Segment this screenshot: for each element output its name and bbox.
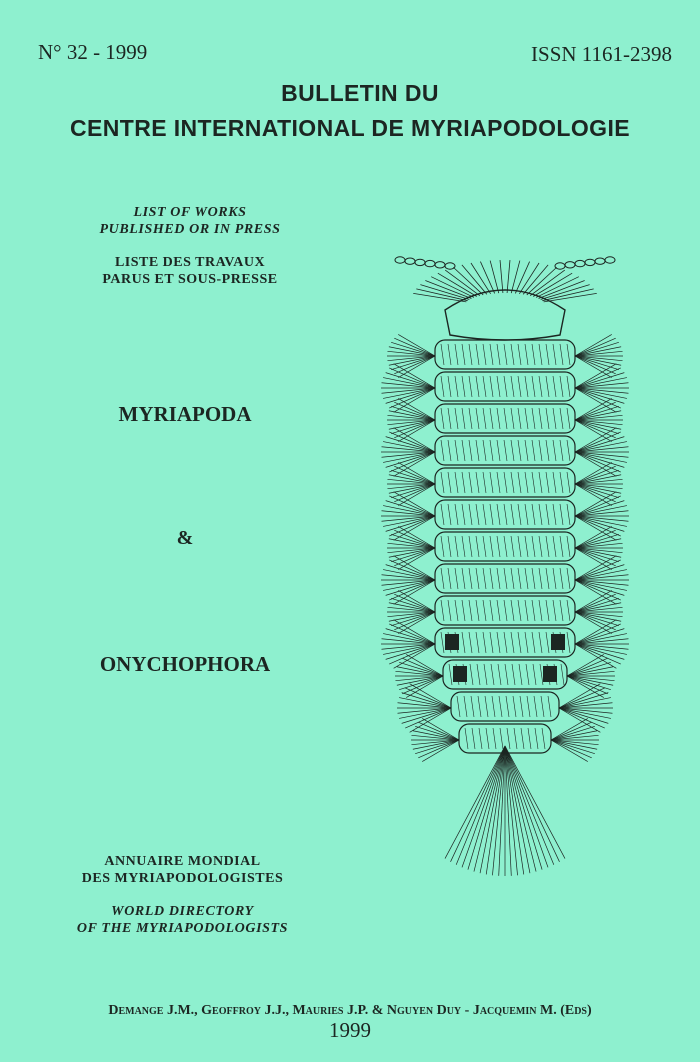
editors-text: Demange J.M., Geoffroy J.J., Mauries J.P. & Nguyen Duy - Jacquemin M. (Eds) — [108, 1003, 592, 1018]
bulletin-title-line2: CENTRE INTERNATIONAL DE MYRIAPODOLOGIE — [70, 115, 630, 141]
annuaire-fr — [40, 853, 325, 887]
topic-ampersand: & — [176, 527, 194, 549]
directory-en-line1: WORLD DIRECTORY — [111, 904, 254, 919]
list-of-works-en — [70, 204, 310, 238]
bulletin-title-line1: BULLETIN DU — [281, 80, 439, 106]
list-en-line2: PUBLISHED OR IN PRESS — [99, 222, 281, 237]
list-en-line1: LIST OF WORKS — [133, 205, 247, 220]
directory-en-line2: OF THE MYRIAPODOLOGISTS — [76, 921, 289, 936]
list-fr-line2: PARUS ET SOUS-PRESSE — [102, 272, 278, 287]
annuaire-fr-line1: ANNUAIRE MONDIAL — [104, 854, 261, 869]
topic-myriapoda: MYRIAPODA — [118, 402, 252, 426]
topic-onychophora: ONYCHOPHORA — [99, 652, 271, 676]
publication-year: 1999 — [329, 1018, 371, 1042]
issue-number: N° 32 - 1999 — [38, 40, 148, 64]
myriapod-illustration-icon — [355, 250, 655, 890]
issn-number: ISSN 1161-2398 — [531, 42, 672, 66]
directory-en — [40, 903, 325, 937]
annuaire-fr-line2: DES MYRIAPODOLOGISTES — [81, 871, 284, 886]
list-of-works-fr — [70, 254, 310, 288]
list-fr-line1: LISTE DES TRAVAUX — [114, 255, 266, 270]
editors-line — [0, 1003, 700, 1019]
